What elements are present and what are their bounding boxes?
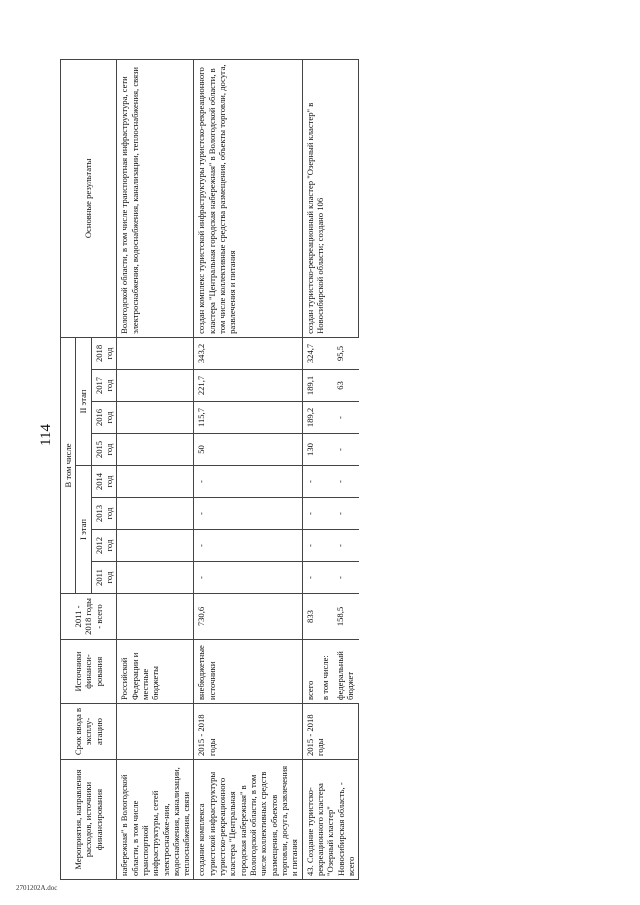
cell-value: 189,2 [302,402,318,434]
cell-value: 95,5 [333,337,359,369]
cell-activity: 43. Создание туристско-рекреационного кластера "Озерный кластер" Новосибирская область, - всего [302,760,359,880]
cell-source: Российской Федерации и местные бюджеты [117,640,194,704]
budget-table [60,59,359,880]
cell-value [117,562,194,594]
cell-value: - [194,530,302,562]
cell-value: - [194,562,302,594]
cell-result: создан комплекс туристской инфраструктуры туристско-рекреационного кластера "Центральная городская набережная" в Вологодской области, в том числе коллективные средства размещения, объекты торговли, досуга, развлечения и питания [194,59,302,337]
header-year: 2013 год [91,498,117,530]
cell-value: - [302,562,318,594]
cell-term: 2015 - 2018 годы [194,704,302,760]
cell-value [117,370,194,402]
cell-result: Вологодской области, в том числе транспортная инфраструктура, сети электроснабжения, водоснабжения, канализации, теплоснабжения, связи [117,59,194,337]
cell-source: в том числе: [318,640,333,704]
header-year: 2011 год [91,562,117,594]
table-row [117,59,194,879]
cell-value: 50 [194,434,302,466]
header-year: 2012 год [91,530,117,562]
header-year: 2014 год [91,466,117,498]
document-filename: 2701202A.doc [16,884,58,892]
table-row [194,59,302,879]
cell-value [117,466,194,498]
cell-value: - [333,530,359,562]
header-total: 2011 - 2018 годы - всего [61,594,117,640]
header-stage-2: II этап [76,337,91,465]
cell-source: федеральный бюджет [333,640,359,704]
cell-value [117,337,194,369]
cell-value: - [333,434,359,466]
header-year: 2017 год [91,370,117,402]
cell-total [117,594,194,640]
header-sources: Источники финанси-рования [61,640,117,704]
cell-value [117,402,194,434]
cell-value: - [302,498,318,530]
cell-term: 2015 - 2018 годы [302,704,359,760]
cell-value: 130 [302,434,318,466]
cell-value: - [333,498,359,530]
cell-result: создан туристско-рекреационный кластер "Озерный кластер" в Новосибирской области; создано 106 [302,59,359,337]
header-year: 2015 год [91,434,117,466]
cell-value: 221,7 [194,370,302,402]
header-year: 2018 год [91,337,117,369]
header-year: 2016 год [91,402,117,434]
rotated-table-container [60,60,530,880]
cell-value: 324,7 [302,337,318,369]
cell-value: - [302,530,318,562]
cell-value: - [302,466,318,498]
cell-value [117,498,194,530]
cell-source: внебюджетные источники [194,640,302,704]
cell-value: - [333,466,359,498]
cell-total: 833 [302,594,318,640]
table-row [302,59,318,879]
cell-value: - [194,466,302,498]
cell-total: 730,6 [194,594,302,640]
cell-total: 158,5 [333,594,359,640]
cell-value: - [333,562,359,594]
cell-source: всего [302,640,318,704]
cell-value: 115,7 [194,402,302,434]
cell-value [117,530,194,562]
cell-value: - [333,402,359,434]
cell-value: - [194,498,302,530]
header-activity: Мероприятия, направления расходов, источники финансирования [61,760,117,880]
cell-value: 343,2 [194,337,302,369]
header-results: Основные результаты [61,59,117,337]
header-including: В том числе [61,337,76,593]
header-stage-1: I этап [76,466,91,594]
cell-activity: создание комплекса туристской инфраструктуры туристско-рекреационного кластера "Центральная городская набережная" в Вологодской области, в том числе коллективных средств размещения, объектов торговли, досуга, развлечения и питания [194,760,302,880]
cell-value: 189,1 [302,370,318,402]
cell-value [117,434,194,466]
page-number: 114 [38,424,54,446]
cell-activity: набережная" в Вологодской области, в том числе транспортной инфраструктуры, сетей электроснабже-ния, водоснабжения, канализации, теплоснабжения, связи [117,760,194,880]
cell-value: 63 [333,370,359,402]
cell-term [117,704,194,760]
header-term: Срок ввода в эксплу-атацию [61,704,117,760]
